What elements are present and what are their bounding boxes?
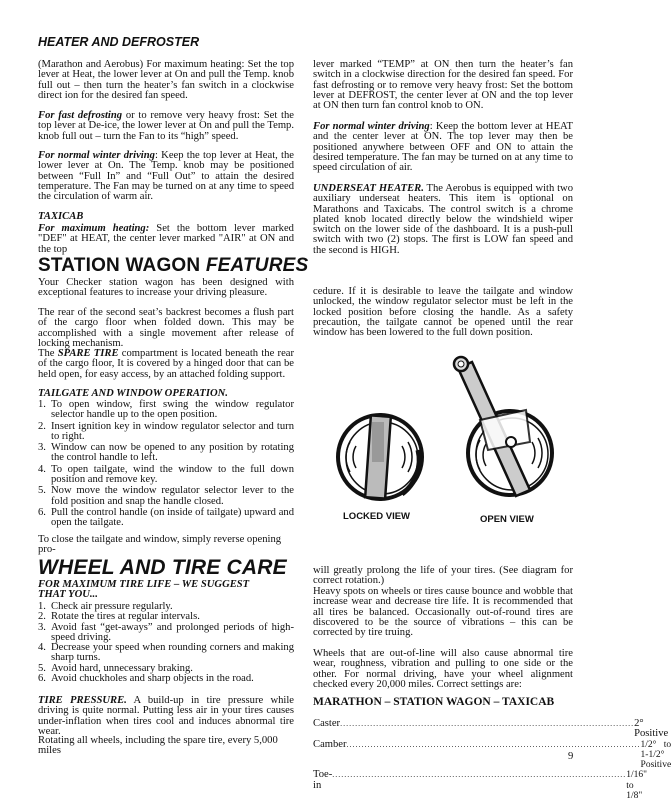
setting-value: 2° Positive xyxy=(634,718,669,740)
setting-label: Caster xyxy=(313,718,341,729)
step-text: Pull the control handle (on inside of tailgate) upward and open the tailgate. xyxy=(51,506,294,529)
tailgate-steps xyxy=(38,400,294,529)
step-text: Decrease your speed when rounding corners and making sharp turns. xyxy=(51,642,294,664)
tires-subtitle: FOR MAXIMUM TIRE LIFE – WE SUGGEST THAT YOU... xyxy=(38,579,250,601)
list-item xyxy=(38,400,294,421)
step-text: Check air pressure regularly. xyxy=(51,601,173,612)
heater-para-3 xyxy=(38,151,294,202)
taxi-winter-para xyxy=(313,122,573,173)
spare-tire-text: compartment is located beneath the rear of the cargo floor, It is covered by a hinged door that can be held open, for easy access, by an attached folding support. xyxy=(38,348,294,380)
leader-dots: .................................................................................................. xyxy=(332,770,627,780)
spare-tire-lead: SPARE TIRE xyxy=(57,348,119,359)
wagon-heading-a: STATION WAGON xyxy=(38,255,206,276)
step-text: Now move the window regulator selector lever to the fold position and snap the handle closed. xyxy=(51,485,294,507)
window-selector-illustration xyxy=(330,350,570,510)
setting-label: Camber xyxy=(313,738,347,750)
setting-value: 1/2° to 1-1/2° Positive xyxy=(640,739,671,771)
taxi-winter-text: : Keep the bottom lever at HEAT and the center lever at ON. The top lever may then be positioned anywhere between OFF and ON to attain the desired temperature. The fan may be turned on at any time to speed circulation of air. xyxy=(313,121,573,174)
heater-para-1: (Marathon and Aerobus) For maximum heating: Set the top lever at Heat, the lower lever at On and pull the Temp. knob full out – then turn the heater’s fan switch in a clockwise direct ion for the desired fan speed. xyxy=(38,59,294,101)
locked-view-knob-image xyxy=(338,415,422,499)
alignment-para: Wheels that are out-of-line will also cause abnormal tire wear, roughness, vibration and pulling to one side or the other. For normal driving, have your wheel alignment checked every 20,000 miles. Correct settings are: xyxy=(313,648,573,690)
taxicab-text: Set the bottom lever marked "DEF" at HEAT, the center lever marked "AIR" at ON and the top xyxy=(38,223,294,255)
leader-dots: .................................................................................................. xyxy=(340,719,635,728)
winter-driving-text: : Keep the top lever at Heat, the lower lever at On. The Temp. knob may be positioned between “Full In” and “Full Out” to attain the desired temperature. The Fan may be turned on at any time to speed the circulation of warm air. xyxy=(38,150,295,203)
tire-pressure-para xyxy=(38,696,294,737)
list-item xyxy=(38,422,294,443)
taxi-winter-lead: For normal winter driving xyxy=(313,121,430,132)
tire-pressure-lead: TIRE PRESSURE. xyxy=(38,695,127,706)
heater-para-2 xyxy=(38,111,294,142)
tailgate-heading: TAILGATE AND WINDOW OPERATION. xyxy=(38,388,228,399)
underseat-lead: UNDERSEAT HEATER. xyxy=(313,183,424,194)
wagon-para-2: The rear of the second seat’s backrest becomes a flush part of the cargo floor when folded down. This may be accomplished with a single movement after release of locking mechanism. xyxy=(38,307,294,349)
step-number: 4. xyxy=(38,463,46,475)
step-number: 3. xyxy=(38,442,46,454)
fast-defrosting-text: or to remove very heavy frost: Set the top lever at De-ice, the lower lever at On and pull the Temp. knob full out – turn the Fan to its “high” speed. xyxy=(38,110,294,142)
page-number: 9 xyxy=(568,751,574,762)
spare-tire-prefix: The xyxy=(38,348,58,359)
wagon-para-1: Your Checker station wagon has been designed with exceptional features to increase your driving pleasure. xyxy=(38,277,294,299)
step-text: Insert ignition key in window regulator selector and turn to right. xyxy=(51,420,294,442)
rotate-para: Rotating all wheels, including the spare tire, every 5,000 miles xyxy=(38,735,278,757)
wagon-para-3 xyxy=(38,349,294,380)
locked-view-caption: LOCKED VIEW xyxy=(343,511,411,522)
open-view-knob-image xyxy=(454,357,552,496)
list-item xyxy=(38,674,294,684)
taxicab-lead: For maximum heating: xyxy=(38,223,150,234)
settings-row-caster xyxy=(313,718,669,740)
step-number: 1. xyxy=(38,601,46,612)
list-item xyxy=(38,643,294,664)
step-text: Window can now be opened to any position by rotating the control handle to left. xyxy=(51,442,294,464)
step-text: Avoid chuckholes and sharp objects in the road. xyxy=(51,673,254,685)
step-text: To open window, first swing the window regulator selector handle up to the open position. xyxy=(51,399,294,421)
close-para: To close the tailgate and window, simply reverse opening pro- xyxy=(38,534,282,556)
step-number: 6. xyxy=(38,673,46,685)
step-number: 5. xyxy=(38,485,46,497)
step-text: Avoid hard, unnecessary braking. xyxy=(51,662,193,674)
open-view-caption: OPEN VIEW xyxy=(480,514,534,525)
taxicab-para xyxy=(38,224,294,255)
step-number: 3. xyxy=(38,621,46,633)
heater-heading: HEATER AND DEFROSTER xyxy=(38,35,200,49)
wagon-heading xyxy=(38,255,308,277)
underseat-para xyxy=(313,184,573,256)
setting-value: 1/16" to 1/8" xyxy=(626,770,648,801)
settings-table xyxy=(313,718,671,801)
step-text: To open tailgate, wind the window to the full down position and remove key. xyxy=(51,463,294,486)
settings-heading: MARATHON – STATION WAGON – TAXICAB xyxy=(313,696,555,708)
list-item xyxy=(38,508,294,529)
tire-steps xyxy=(38,602,294,684)
taxicab-para-cont: lever marked “TEMP” at ON then turn the heater’s fan switch in a clockwise direction for the desired fan speed. For fast defrosting or to remove very heavy frost: Set the bottom lever at DEFROST, the center lever at ON and the top lever at ON then turn fan control knob to ON. xyxy=(313,59,573,112)
step-number: 1. xyxy=(38,399,46,410)
heavy-spots-para: Heavy spots on wheels or tires cause bounce and wobble that increase wear and decrease tire life. It is recommended that all tires be balanced. Occasionally out-of-round tires are discovered to be the source of vibrations – this can be corrected by tire truing. xyxy=(313,586,573,639)
step-text: Avoid fast “get-aways” and prolonged periods of high-speed driving. xyxy=(51,621,294,643)
list-item xyxy=(38,623,294,644)
step-number: 2. xyxy=(38,611,46,623)
fast-defrosting-lead: For fast defrosting xyxy=(38,110,123,121)
close-para-cont: cedure. If it is desirable to leave the tailgate and window unlocked, the window regulator selector must be left in the locked position before closing the handle. As a safety precaution, the tailgate cannot be opened until the rear window has been lowered to the full down position. xyxy=(313,286,573,339)
tires-heading: WHEEL AND TIRE CARE xyxy=(38,556,287,579)
step-number: 6. xyxy=(38,506,46,518)
list-item xyxy=(38,443,294,464)
list-item xyxy=(38,486,294,507)
settings-row-toe-in xyxy=(313,769,648,801)
step-number: 5. xyxy=(38,662,46,674)
list-item xyxy=(38,465,294,486)
rotate-para-cont: will greatly prolong the life of your tires. (See diagram for correct rotation.) xyxy=(313,565,573,587)
step-number: 2. xyxy=(38,420,46,432)
setting-label: Toe-in xyxy=(313,769,333,791)
step-number: 4. xyxy=(38,642,46,654)
wagon-heading-b: FEATURES xyxy=(205,255,309,276)
underseat-text: The Aerobus is equipped with two auxiliary underseat heaters. This item is optional on Marathons and Taxicabs. The control switch is a chrome plated knob located directly below the windshield wiper switch on the lower side of the dashboard. It is a push-pull switch with two (2) stops. The first is LOW fan speed and the second is HIGH. xyxy=(313,183,573,256)
leader-dots: .................................................................................................. xyxy=(346,739,641,749)
taxicab-heading: TAXICAB xyxy=(38,211,84,222)
tire-pressure-text: A build-up in tire pressure while driving is quite normal. Putting less air in your tires causes under-inflation when tires cool and induces abnormal tire wear. xyxy=(38,695,294,737)
step-text: Rotate the tires at regular intervals. xyxy=(51,611,200,623)
settings-row-camber xyxy=(313,738,671,771)
winter-driving-lead: For normal winter driving xyxy=(38,150,155,161)
